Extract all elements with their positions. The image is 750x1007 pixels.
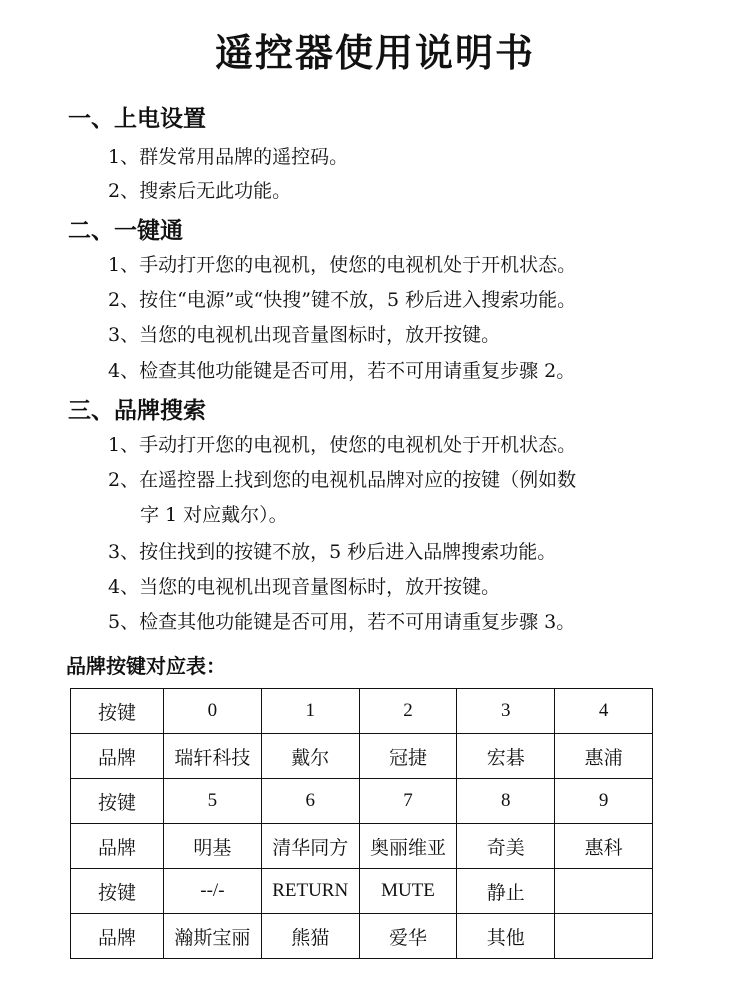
table-row xyxy=(71,734,653,779)
table-row xyxy=(71,824,653,869)
table-row xyxy=(71,914,653,959)
table-cell: 2 xyxy=(359,689,457,734)
section-2-item: 1、手动打开您的电视机，使您的电视机处于开机状态。 xyxy=(108,254,577,276)
table-cell: 宏碁 xyxy=(457,734,555,779)
table-row-label: 品牌 xyxy=(71,914,164,959)
table-cell: 静止 xyxy=(457,869,555,914)
table-cell: 瑞轩科技 xyxy=(164,734,262,779)
table-cell: 0 xyxy=(164,689,262,734)
section-3-item: 2、在遥控器上找到您的电视机品牌对应的按键（例如数 xyxy=(108,469,577,491)
section-3-item: 3、按住找到的按键不放，5 秒后进入品牌搜索功能。 xyxy=(108,541,557,563)
section-1-item: 2、搜索后无此功能。 xyxy=(108,180,292,202)
section-heading-one-key: 二、一键通 xyxy=(68,217,183,244)
page-title: 遥控器使用说明书 xyxy=(214,30,535,75)
table-row-label: 品牌 xyxy=(71,734,164,779)
table-row-label: 按键 xyxy=(71,869,164,914)
table-cell: 4 xyxy=(555,689,653,734)
section-2-item: 4、检查其他功能键是否可用，若不可用请重复步骤 2。 xyxy=(108,360,576,382)
table-row xyxy=(71,869,653,914)
table-row-label: 按键 xyxy=(71,779,164,824)
table-cell: 奇美 xyxy=(457,824,555,869)
table-row xyxy=(71,689,653,734)
section-3-item-continued: 字 1 对应戴尔）。 xyxy=(140,504,288,526)
section-3-item: 4、当您的电视机出现音量图标时，放开按键。 xyxy=(108,576,501,598)
table-cell: 1 xyxy=(261,689,359,734)
table-row xyxy=(71,779,653,824)
table-cell: 8 xyxy=(457,779,555,824)
section-2-item: 3、当您的电视机出现音量图标时，放开按键。 xyxy=(108,324,501,346)
table-cell: MUTE xyxy=(359,869,457,914)
table-cell: 9 xyxy=(555,779,653,824)
table-cell xyxy=(555,914,653,959)
table-cell: 爱华 xyxy=(359,914,457,959)
table-cell: --/- xyxy=(164,869,262,914)
table-cell: 其他 xyxy=(457,914,555,959)
brand-key-table xyxy=(70,688,653,959)
table-row-label: 品牌 xyxy=(71,824,164,869)
table-cell: 3 xyxy=(457,689,555,734)
table-cell: 奥丽维亚 xyxy=(359,824,457,869)
table-cell: 清华同方 xyxy=(261,824,359,869)
table-cell: 熊猫 xyxy=(261,914,359,959)
section-3-item: 5、检查其他功能键是否可用，若不可用请重复步骤 3。 xyxy=(108,611,576,633)
table-cell: 明基 xyxy=(164,824,262,869)
table-cell: 惠科 xyxy=(555,824,653,869)
table-cell xyxy=(555,869,653,914)
section-2-item: 2、按住“电源”或“快搜”键不放，5 秒后进入搜索功能。 xyxy=(108,289,577,311)
table-row-label: 按键 xyxy=(71,689,164,734)
section-1-item: 1、群发常用品牌的遥控码。 xyxy=(108,146,349,168)
table-cell: 瀚斯宝丽 xyxy=(164,914,262,959)
table-cell: 5 xyxy=(164,779,262,824)
brand-key-table-title: 品牌按键对应表： xyxy=(66,654,226,678)
table-cell: 6 xyxy=(261,779,359,824)
table-cell: 戴尔 xyxy=(261,734,359,779)
table-cell: 冠捷 xyxy=(359,734,457,779)
section-heading-power-setup: 一、上电设置 xyxy=(68,105,206,132)
section-3-item: 1、手动打开您的电视机，使您的电视机处于开机状态。 xyxy=(108,434,577,456)
table-cell: RETURN xyxy=(261,869,359,914)
table-cell: 惠浦 xyxy=(555,734,653,779)
table-cell: 7 xyxy=(359,779,457,824)
section-heading-brand-search: 三、品牌搜索 xyxy=(68,397,206,424)
